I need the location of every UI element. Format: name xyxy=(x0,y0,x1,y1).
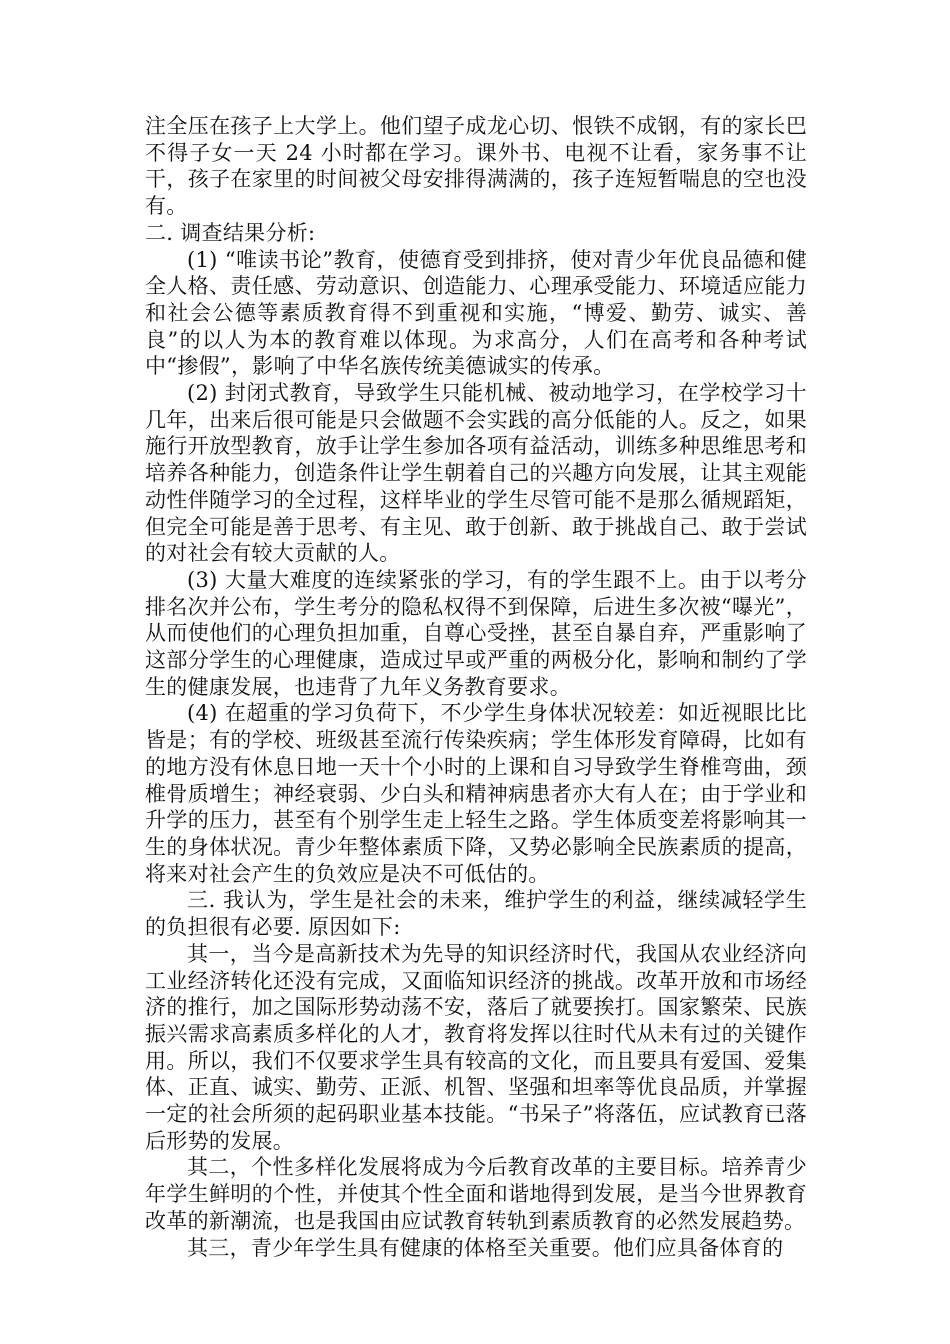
section-heading-opinion: 三. 我认为，学生是社会的未来，维护学生的利益，继续减轻学生的负担很有必要. 原因如下: xyxy=(145,888,807,940)
paragraph-reason-1: 其一，当今是高新技术为先导的知识经济时代，我国从农业经济向工业经济转化还没有完成，又面临知识经济的挑战。改革开放和市场经济的推行，加之国际形势动荡不安，落后了就要挨打。国家繁荣、民族振兴需求高素质多样化的人才，教育将发挥以往时代从未有过的关键作用。所以，我们不仅要求学生具有较高的文化，而且要具有爱国、爱集体、正直、诚实、勤劳、正派、机智、坚强和坦率等优良品质，并掌握一定的社会所须的起码职业基本技能。“书呆子”将落伍，应试教育已落后形势的发展。 xyxy=(145,941,807,1153)
document-page xyxy=(145,113,807,1261)
paragraph-reason-3: 其三，青少年学生具有健康的体格至关重要。他们应具备体育的 xyxy=(187,1235,784,1260)
paragraph-reason-2: 其二，个性多样化发展将成为今后教育改革的主要目标。培养青少年学生鲜明的个性，并使其个性全面和谐地得到发展，是当今世界教育改革的新潮流，也是我国由应试教育转轨到素质教育的必然发展趋势。 xyxy=(145,1155,807,1233)
paragraph-point-1: (1) “唯读书论”教育，使德育受到排挤，使对青少年优良品德和健全人格、责任感、劳动意识、创造能力、心理承受能力、环境适应能力和社会公德等素质教育得不到重视和实施，“博爱、勤劳、诚实、善良”的以人为本的教育难以体现。为求高分，人们在高考和各种考试中“掺假”，影响了中华名族传统美德诚实的传承。 xyxy=(145,247,807,379)
paragraph-point-3: (3) 大量大难度的连续紧张的学习，有的学生跟不上。由于以考分排名次并公布，学生考分的隐私权得不到保障，后进生多次被“曝光”，从而使他们的心理负担加重，自尊心受挫，甚至自暴自弃，严重影响了这部分学生的心理健康，造成过早或严重的两极分化，影响和制约了学生的健康发展，也违背了九年义务教育要求。 xyxy=(145,567,807,699)
paragraph-point-2: (2) 封闭式教育，导致学生只能机械、被动地学习，在学校学习十几年，出来后很可能是只会做题不会实践的高分低能的人。反之，如果施行开放型教育，放手让学生参加各项有益活动，训练多种思维思考和培养各种能力，创造条件让学生朝着自己的兴趣方向发展，让其主观能动性伴随学习的全过程，这样毕业的学生尽管可能不是那么循规蹈矩，但完全可能是善于思考、有主见、敢于创新、敢于挑战自己、敢于尝试的对社会有较大贡献的人。 xyxy=(145,381,807,566)
paragraph-point-4: (4) 在超重的学习负荷下，不少学生身体状况较差：如近视眼比比皆是；有的学校、班级甚至流行传染疾病；学生体形发育障碍，比如有的地方没有休息日地一天十个小时的上课和自习导致学生脊椎弯曲，颈椎骨质增生；神经衰弱、少白头和精神病患者亦大有人在；由于学业和升学的压力，甚至有个别学生走上轻生之路。学生体质变差将影响其一生的身体状况。青少年整体素质下降，又势必影响全民族素质的提高，将来对社会产生的负效应是决不可低估的。 xyxy=(145,701,807,886)
section-heading-analysis: 二. 调查结果分析: xyxy=(145,220,316,245)
paragraph-continuation: 注全压在孩子上大学上。他们望子成龙心切、恨铁不成钢，有的家长巴不得子女一天 24 小时都在学习。课外书、电视不让看，家务事不让干，孩子在家里的时间被父母安排得满满的，孩子连短暂喘息的空也没有。 xyxy=(145,114,807,219)
